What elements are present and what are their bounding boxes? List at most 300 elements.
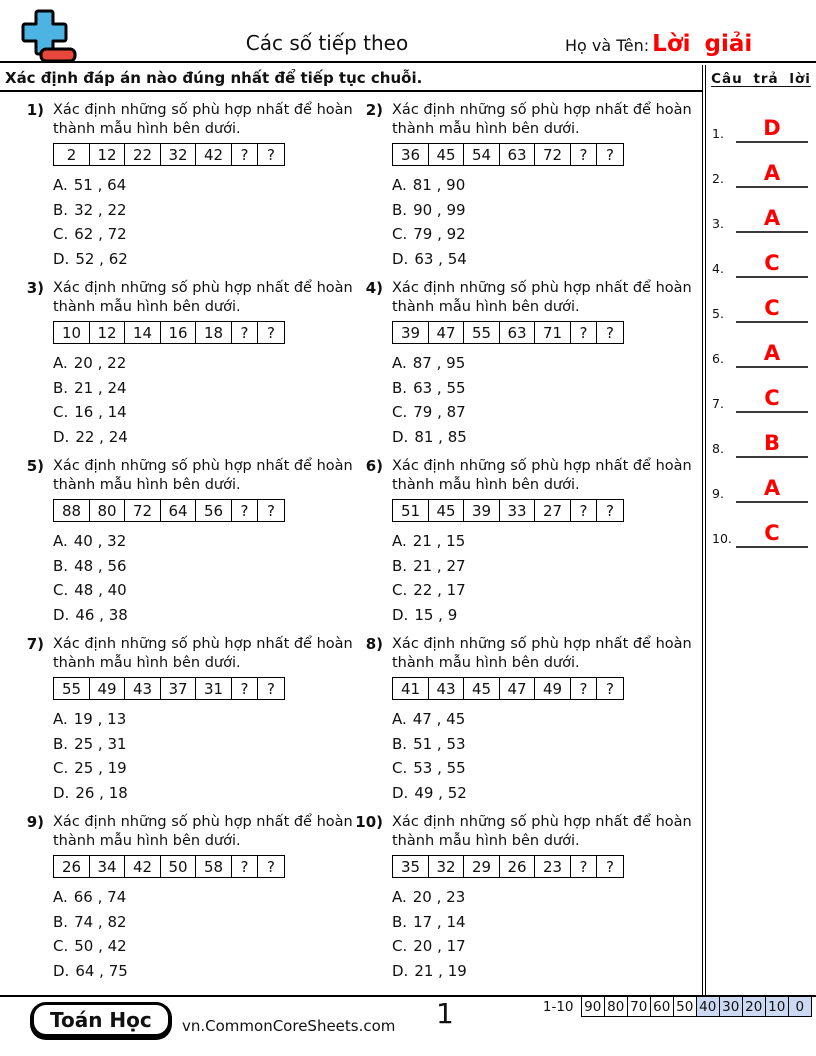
question-body — [48, 279, 353, 449]
option-d — [392, 781, 692, 806]
options-list — [392, 173, 692, 271]
answer-number: 5. — [712, 306, 724, 321]
answer-item-10 — [712, 517, 808, 548]
question-prompt: thành mẫu hình bên dưới. — [392, 477, 580, 493]
option-label: C. — [53, 581, 69, 600]
sequence-cell: 88 — [53, 499, 90, 522]
option-b — [53, 554, 353, 579]
option-b — [392, 732, 692, 757]
sequence-table — [53, 499, 353, 522]
sequence-cell: 42 — [195, 143, 232, 166]
option-a — [53, 707, 353, 732]
option-a — [53, 173, 353, 198]
score-cell-60: 60 — [650, 996, 675, 1017]
sequence-cell: 23 — [534, 855, 571, 878]
math-logo — [13, 8, 79, 64]
sequence-missing-cell: ? — [257, 321, 285, 344]
question-number: 2) — [365, 101, 383, 119]
question-body — [387, 457, 692, 627]
option-label: A. — [53, 888, 68, 907]
score-cell-50: 50 — [673, 996, 698, 1017]
sequence-missing-cell: ? — [231, 855, 259, 878]
sequence-cell: 45 — [428, 143, 465, 166]
question-9 — [4, 813, 353, 983]
option-label: D. — [392, 427, 409, 446]
option-label: D. — [392, 249, 409, 268]
option-b — [392, 376, 692, 401]
score-cells — [581, 996, 813, 1017]
option-value: 49 , 52 — [414, 783, 467, 802]
answer-number: 8. — [712, 441, 724, 456]
website-url: vn.CommonCoreSheets.com — [182, 1017, 396, 1035]
option-label: D. — [53, 427, 70, 446]
option-value: 19 , 13 — [73, 710, 127, 729]
option-value: 48 , 56 — [74, 556, 127, 575]
option-value: 79 , 87 — [413, 403, 466, 422]
answer-blank: A — [736, 475, 808, 503]
sequence-cell: 32 — [160, 143, 197, 166]
sequence-cell: 27 — [534, 499, 571, 522]
option-label: C. — [53, 403, 69, 422]
sequence-cell: 32 — [428, 855, 465, 878]
answer-item-5 — [712, 292, 808, 323]
option-value: 52 , 62 — [75, 249, 128, 268]
option-value: 66 , 74 — [73, 888, 127, 907]
question-body — [48, 101, 353, 271]
question-prompt: Xác định những số phù hợp nhất để hoàn — [53, 458, 353, 474]
score-cell-90: 90 — [581, 996, 606, 1017]
sequence-cell: 41 — [392, 677, 429, 700]
option-a — [53, 529, 353, 554]
question-7 — [4, 635, 353, 805]
sequence-cell: 80 — [89, 499, 126, 522]
name-row — [565, 31, 752, 57]
question-body — [48, 457, 353, 627]
question-number: 8) — [365, 635, 383, 653]
sequence-missing-cell: ? — [596, 855, 624, 878]
option-value: 51 , 53 — [413, 734, 466, 753]
sequence-cell: 72 — [124, 499, 161, 522]
sequence-missing-cell: ? — [231, 677, 259, 700]
answer-number: 3. — [712, 216, 724, 231]
question-prompt: Xác định những số phù hợp nhất để hoàn — [53, 814, 353, 830]
sequence-missing-cell: ? — [257, 855, 285, 878]
answer-item-1 — [712, 112, 808, 143]
option-label: B. — [392, 912, 408, 931]
score-cell-30: 30 — [719, 996, 744, 1017]
option-a — [392, 173, 692, 198]
sequence-cell: 14 — [124, 321, 161, 344]
sequence-cell: 54 — [463, 143, 500, 166]
question-prompt: Xác định những số phù hợp nhất để hoàn — [53, 102, 353, 118]
answer-item-9 — [712, 472, 808, 503]
option-d — [392, 603, 692, 628]
sequence-cell: 43 — [124, 677, 161, 700]
option-value: 81 , 90 — [412, 176, 466, 195]
sequence-cell: 34 — [89, 855, 126, 878]
question-body — [387, 635, 692, 805]
option-label: A. — [392, 710, 407, 729]
option-value: 53 , 55 — [413, 759, 466, 778]
sequence-missing-cell: ? — [257, 677, 285, 700]
sequence-table — [392, 677, 692, 700]
question-prompt: thành mẫu hình bên dưới. — [53, 655, 241, 671]
option-value: 63 , 54 — [414, 249, 467, 268]
option-b — [53, 198, 353, 223]
option-label: B. — [53, 734, 69, 753]
sequence-missing-cell: ? — [596, 499, 624, 522]
sequence-cell: 39 — [463, 499, 500, 522]
sequence-missing-cell: ? — [596, 321, 624, 344]
option-b — [392, 910, 692, 935]
sequence-missing-cell: ? — [570, 855, 598, 878]
option-a — [53, 351, 353, 376]
answer-column-header: Câu trả lời — [711, 71, 811, 87]
option-a — [392, 529, 692, 554]
answer-key-label: Lời giải — [652, 31, 753, 57]
option-label: B. — [392, 556, 408, 575]
option-a — [392, 707, 692, 732]
option-c — [53, 578, 353, 603]
question-4 — [343, 279, 692, 449]
sequence-missing-cell: ? — [231, 143, 259, 166]
score-cell-10: 10 — [765, 996, 790, 1017]
answer-blank: A — [736, 205, 808, 233]
question-number: 5) — [26, 457, 44, 475]
sequence-cell: 49 — [89, 677, 126, 700]
option-a — [53, 885, 353, 910]
option-c — [392, 578, 692, 603]
option-label: B. — [53, 912, 69, 931]
option-value: 17 , 14 — [413, 912, 466, 931]
option-b — [53, 376, 353, 401]
sequence-cell: 63 — [499, 143, 536, 166]
sequence-missing-cell: ? — [257, 143, 285, 166]
score-cell-80: 80 — [604, 996, 629, 1017]
question-prompt: thành mẫu hình bên dưới. — [53, 121, 241, 137]
option-c — [53, 400, 353, 425]
question-prompt: Xác định những số phù hợp nhất để hoàn — [392, 636, 692, 652]
plus-minus-logo-icon — [13, 8, 79, 64]
option-value: 74 , 82 — [74, 912, 127, 931]
sequence-cell: 55 — [463, 321, 500, 344]
option-value: 62 , 72 — [74, 225, 127, 244]
sequence-table — [392, 143, 692, 166]
sequence-cell: 2 — [53, 143, 90, 166]
option-label: A. — [53, 532, 68, 551]
score-range-label: 1-10 — [542, 998, 574, 1015]
option-c — [53, 756, 353, 781]
answer-blank: C — [736, 250, 808, 278]
options-list — [392, 529, 692, 627]
sequence-cell: 63 — [499, 321, 536, 344]
option-c — [392, 934, 692, 959]
option-c — [392, 756, 692, 781]
question-body — [387, 813, 692, 983]
option-label: C. — [392, 403, 408, 422]
options-list — [53, 351, 353, 449]
question-prompt: thành mẫu hình bên dưới. — [392, 833, 580, 849]
answer-number: 7. — [712, 396, 724, 411]
answer-number: 10. — [712, 531, 732, 546]
answer-blank: A — [736, 340, 808, 368]
option-label: C. — [392, 937, 408, 956]
score-table — [543, 996, 812, 1017]
option-d — [392, 425, 692, 450]
sequence-cell: 45 — [428, 499, 465, 522]
question-number: 4) — [365, 279, 383, 297]
option-value: 87 , 95 — [412, 354, 466, 373]
question-body — [387, 101, 692, 271]
option-value: 25 , 19 — [74, 759, 127, 778]
subject-badge — [30, 1002, 172, 1040]
options-list — [392, 351, 692, 449]
score-cell-40: 40 — [696, 996, 721, 1017]
option-value: 32 , 22 — [74, 200, 127, 219]
option-value: 21 , 27 — [413, 556, 466, 575]
option-label: B. — [53, 378, 69, 397]
question-prompt: thành mẫu hình bên dưới. — [392, 299, 580, 315]
answer-item-2 — [712, 157, 808, 188]
sequence-cell: 45 — [463, 677, 500, 700]
option-value: 51 , 64 — [73, 176, 127, 195]
sequence-cell: 18 — [195, 321, 232, 344]
option-a — [392, 351, 692, 376]
sequence-cell: 35 — [392, 855, 429, 878]
sequence-cell: 10 — [53, 321, 90, 344]
sequence-cell: 49 — [534, 677, 571, 700]
sequence-cell: 22 — [124, 143, 161, 166]
option-label: B. — [53, 556, 69, 575]
question-prompt: thành mẫu hình bên dưới. — [53, 833, 241, 849]
option-label: D. — [53, 783, 70, 802]
question-number: 10) — [355, 813, 383, 831]
subject-badge-label: Toán Học — [34, 1005, 168, 1034]
question-prompt: thành mẫu hình bên dưới. — [53, 477, 241, 493]
footer — [0, 995, 816, 1056]
option-label: A. — [53, 176, 68, 195]
questions-area — [0, 65, 702, 995]
question-body — [387, 279, 692, 449]
option-value: 47 , 45 — [412, 710, 466, 729]
option-label: A. — [392, 888, 407, 907]
sequence-cell: 55 — [53, 677, 90, 700]
option-label: C. — [392, 759, 408, 778]
option-label: C. — [392, 581, 408, 600]
sequence-cell: 12 — [89, 321, 126, 344]
answer-blank: A — [736, 160, 808, 188]
sequence-missing-cell: ? — [570, 677, 598, 700]
options-list — [392, 885, 692, 983]
option-d — [53, 959, 353, 984]
answer-item-8 — [712, 427, 808, 458]
sequence-cell: 43 — [428, 677, 465, 700]
option-c — [392, 222, 692, 247]
question-2 — [343, 101, 692, 271]
option-label: A. — [392, 354, 407, 373]
sequence-cell: 42 — [124, 855, 161, 878]
option-value: 26 , 18 — [75, 783, 128, 802]
sequence-missing-cell: ? — [231, 321, 259, 344]
option-label: C. — [53, 937, 69, 956]
sequence-cell: 33 — [499, 499, 536, 522]
question-5 — [4, 457, 353, 627]
sequence-missing-cell: ? — [570, 499, 598, 522]
option-label: B. — [53, 200, 69, 219]
answer-column — [702, 65, 816, 995]
sequence-cell: 56 — [195, 499, 232, 522]
sequence-table — [392, 499, 692, 522]
question-prompt: thành mẫu hình bên dưới. — [392, 655, 580, 671]
instruction-text: Xác định đáp án nào đúng nhất để tiếp tục chuỗi. — [0, 65, 702, 92]
question-number: 9) — [26, 813, 44, 831]
question-3 — [4, 279, 353, 449]
option-value: 90 , 99 — [413, 200, 466, 219]
answer-blank: C — [736, 385, 808, 413]
minus-icon — [41, 49, 75, 61]
score-cell-0: 0 — [788, 996, 813, 1017]
sequence-missing-cell: ? — [231, 499, 259, 522]
option-value: 22 , 17 — [413, 581, 466, 600]
sequence-cell: 16 — [160, 321, 197, 344]
option-d — [53, 425, 353, 450]
question-8 — [343, 635, 692, 805]
question-prompt: Xác định những số phù hợp nhất để hoàn — [392, 458, 692, 474]
option-value: 15 , 9 — [414, 605, 458, 624]
option-c — [53, 222, 353, 247]
option-value: 40 , 32 — [73, 532, 127, 551]
option-label: C. — [392, 225, 408, 244]
answer-item-3 — [712, 202, 808, 233]
option-label: D. — [53, 249, 70, 268]
sequence-table — [53, 143, 353, 166]
sequence-cell: 47 — [428, 321, 465, 344]
question-number: 1) — [26, 101, 44, 119]
option-label: B. — [392, 378, 408, 397]
option-a — [392, 885, 692, 910]
option-value: 22 , 24 — [75, 427, 128, 446]
option-value: 21 , 19 — [414, 961, 467, 980]
option-value: 50 , 42 — [74, 937, 127, 956]
option-label: D. — [392, 961, 409, 980]
question-1 — [4, 101, 353, 271]
option-c — [53, 934, 353, 959]
options-list — [53, 173, 353, 271]
option-label: D. — [392, 783, 409, 802]
option-label: C. — [53, 225, 69, 244]
option-label: C. — [53, 759, 69, 778]
header — [0, 0, 816, 63]
answer-number: 4. — [712, 261, 724, 276]
option-value: 63 , 55 — [413, 378, 466, 397]
sequence-table — [392, 321, 692, 344]
answer-number: 2. — [712, 171, 724, 186]
question-body — [48, 813, 353, 983]
option-c — [392, 400, 692, 425]
sequence-cell: 29 — [463, 855, 500, 878]
option-label: B. — [392, 200, 408, 219]
sequence-cell: 72 — [534, 143, 571, 166]
option-value: 20 , 22 — [73, 354, 127, 373]
answer-item-4 — [712, 247, 808, 278]
sequence-table — [53, 677, 353, 700]
question-10 — [343, 813, 692, 983]
question-prompt: Xác định những số phù hợp nhất để hoàn — [392, 102, 692, 118]
answer-item-7 — [712, 382, 808, 413]
question-number: 7) — [26, 635, 44, 653]
option-label: A. — [392, 176, 407, 195]
option-d — [392, 247, 692, 272]
option-value: 20 , 23 — [412, 888, 466, 907]
sequence-cell: 31 — [195, 677, 232, 700]
option-label: D. — [53, 961, 70, 980]
sequence-cell: 47 — [499, 677, 536, 700]
answer-blank: C — [736, 520, 808, 548]
sequence-missing-cell: ? — [596, 143, 624, 166]
sequence-cell: 58 — [195, 855, 232, 878]
option-value: 79 , 92 — [413, 225, 466, 244]
answer-number: 9. — [712, 486, 724, 501]
option-b — [392, 554, 692, 579]
option-d — [53, 603, 353, 628]
option-label: B. — [392, 734, 408, 753]
sequence-table — [53, 855, 353, 878]
options-list — [53, 529, 353, 627]
option-value: 81 , 85 — [414, 427, 467, 446]
option-label: D. — [53, 605, 70, 624]
option-label: D. — [392, 605, 409, 624]
question-prompt: thành mẫu hình bên dưới. — [53, 299, 241, 315]
sequence-table — [53, 321, 353, 344]
content — [0, 65, 816, 995]
question-prompt: Xác định những số phù hợp nhất để hoàn — [53, 280, 353, 296]
option-value: 21 , 15 — [412, 532, 466, 551]
option-label: A. — [53, 710, 68, 729]
options-list — [392, 707, 692, 805]
question-prompt: Xác định những số phù hợp nhất để hoàn — [53, 636, 353, 652]
answer-blank: C — [736, 295, 808, 323]
name-label: Họ và Tên: — [565, 36, 650, 55]
option-value: 48 , 40 — [74, 581, 127, 600]
answer-item-6 — [712, 337, 808, 368]
option-value: 64 , 75 — [75, 961, 128, 980]
sequence-cell: 71 — [534, 321, 571, 344]
options-list — [53, 707, 353, 805]
option-value: 21 , 24 — [74, 378, 127, 397]
option-value: 46 , 38 — [75, 605, 128, 624]
option-label: A. — [392, 532, 407, 551]
sequence-missing-cell: ? — [570, 321, 598, 344]
sequence-cell: 26 — [53, 855, 90, 878]
question-prompt: Xác định những số phù hợp nhất để hoàn — [392, 280, 692, 296]
option-label: A. — [53, 354, 68, 373]
options-list — [53, 885, 353, 983]
answer-number: 1. — [712, 126, 724, 141]
sequence-cell: 26 — [499, 855, 536, 878]
sequence-missing-cell: ? — [570, 143, 598, 166]
page-title: Các số tiếp theo — [245, 31, 409, 55]
answer-blank: B — [736, 430, 808, 458]
option-b — [53, 910, 353, 935]
option-d — [392, 959, 692, 984]
question-number: 6) — [365, 457, 383, 475]
score-cell-20: 20 — [742, 996, 767, 1017]
sequence-cell: 50 — [160, 855, 197, 878]
sequence-table — [392, 855, 692, 878]
sequence-cell: 64 — [160, 499, 197, 522]
answer-number: 6. — [712, 351, 724, 366]
option-b — [392, 198, 692, 223]
